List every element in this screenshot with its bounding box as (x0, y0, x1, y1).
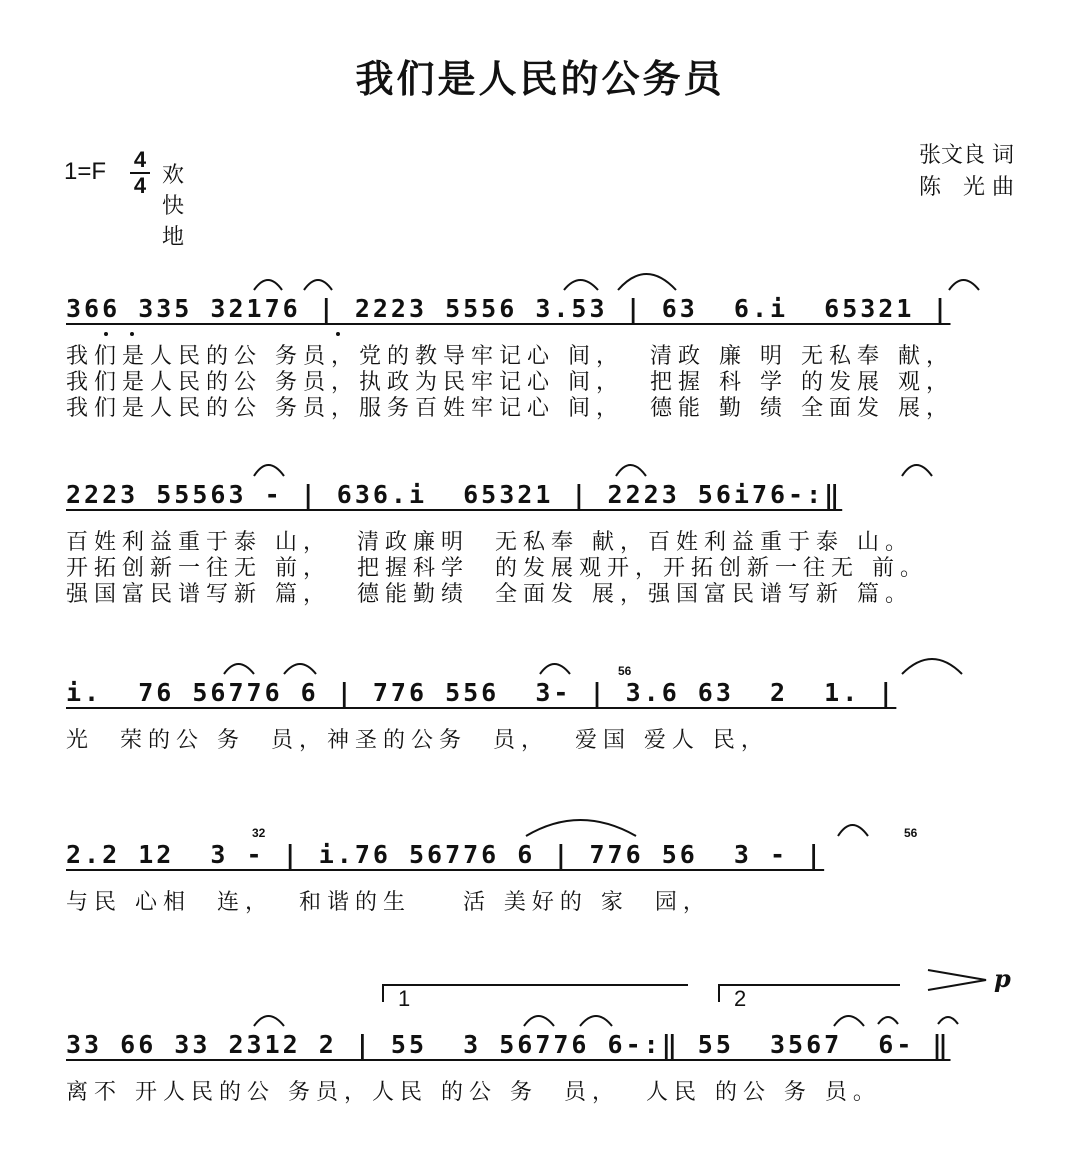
grace-note: 32 (252, 826, 266, 840)
slur-marks (945, 270, 995, 292)
volta-second-label: 2 (734, 986, 747, 1011)
octave-dot (336, 332, 340, 336)
volta-first-label: 1 (398, 986, 411, 1011)
lyric-line: 强国富民谱写新 篇， 德能勤绩 全面发 展，强国富民谱写新 篇。 (66, 582, 913, 607)
time-signature (130, 148, 150, 198)
key-signature: 1=F (64, 158, 107, 185)
slur-marks (250, 270, 350, 292)
slur-marks (520, 1006, 630, 1028)
octave-dot (130, 332, 134, 336)
time-signature-top: 4 (130, 148, 150, 174)
song-title: 我们是人民的公务员 (355, 57, 725, 101)
decrescendo-hairpin (926, 966, 996, 996)
time-signature-bottom: 4 (133, 173, 147, 198)
notation-row-4: 2.2 12 3 - | i.76 56776 6 | 776 56 3 - | (66, 840, 825, 869)
lyric-line: 我们是人民的公 务员，执政为民牢记心 间， 把握 科 学 的发展 观， (66, 370, 954, 395)
slur-marks (250, 454, 300, 478)
slur-marks (520, 810, 650, 838)
lyric-line: 离不 开人民的公 务员，人民 的公 务 员， 人民 的公 务 员。 (66, 1080, 881, 1105)
slur-marks (612, 454, 662, 478)
lyric-line: 我们是人民的公 务员，服务百姓牢记心 间， 德能 勤 绩 全面发 展， (66, 396, 954, 421)
lyricist: 张文良 词 (919, 143, 1014, 168)
slur-marks (536, 654, 586, 676)
lyric-line: 我们是人民的公 务员，党的教导牢记心 间， 清政 廉 明 无私奉 献， (66, 344, 954, 369)
slur-marks (834, 814, 884, 838)
volta-second-ending (718, 984, 900, 1011)
slur-marks (830, 1006, 970, 1028)
grace-note: 56 (618, 664, 632, 678)
notation-row-3: i. 76 56776 6 | 776 556 3- | 3.6 63 2 1. | (66, 678, 897, 707)
lyric-line: 百姓利益重于泰 山， 清政廉明 无私奉 献，百姓利益重于泰 山。 (66, 530, 913, 555)
octave-dot (104, 332, 108, 336)
credits (919, 140, 1014, 204)
slur-marks (896, 648, 976, 676)
dynamic-marking: p (994, 964, 1011, 993)
lyric-line: 与民 心相 连， 和谐的生 活 美好的 家 园， (66, 890, 711, 915)
notation-row-5: 33 66 33 2312 2 | 55 3 56776 6-:‖ 55 3567 6- ‖ (66, 1030, 951, 1059)
lyric-line: 光 荣的公 务 员，神圣的公务 员， 爱国 爱人 民， (66, 728, 769, 753)
notation-row-1: 366 335 32176 | 2223 5556 3.53 | 63 6.i 65321 | (66, 294, 951, 323)
slur-marks (250, 1006, 300, 1028)
tempo-marking: 欢快地 (162, 163, 186, 250)
volta-first-ending (382, 984, 688, 1011)
slur-marks (220, 654, 330, 676)
notation-row-2: 2223 55563 - | 636.i 65321 | 2223 56i76-:‖ (66, 480, 843, 509)
slur-marks (560, 264, 690, 292)
composer: 陈 光 曲 (919, 175, 1014, 200)
slur-marks (898, 454, 948, 478)
grace-note: 56 (904, 826, 918, 840)
lyric-line: 开拓创新一往无 前， 把握科学 的发展观开，开拓创新一往无 前。 (66, 556, 928, 581)
